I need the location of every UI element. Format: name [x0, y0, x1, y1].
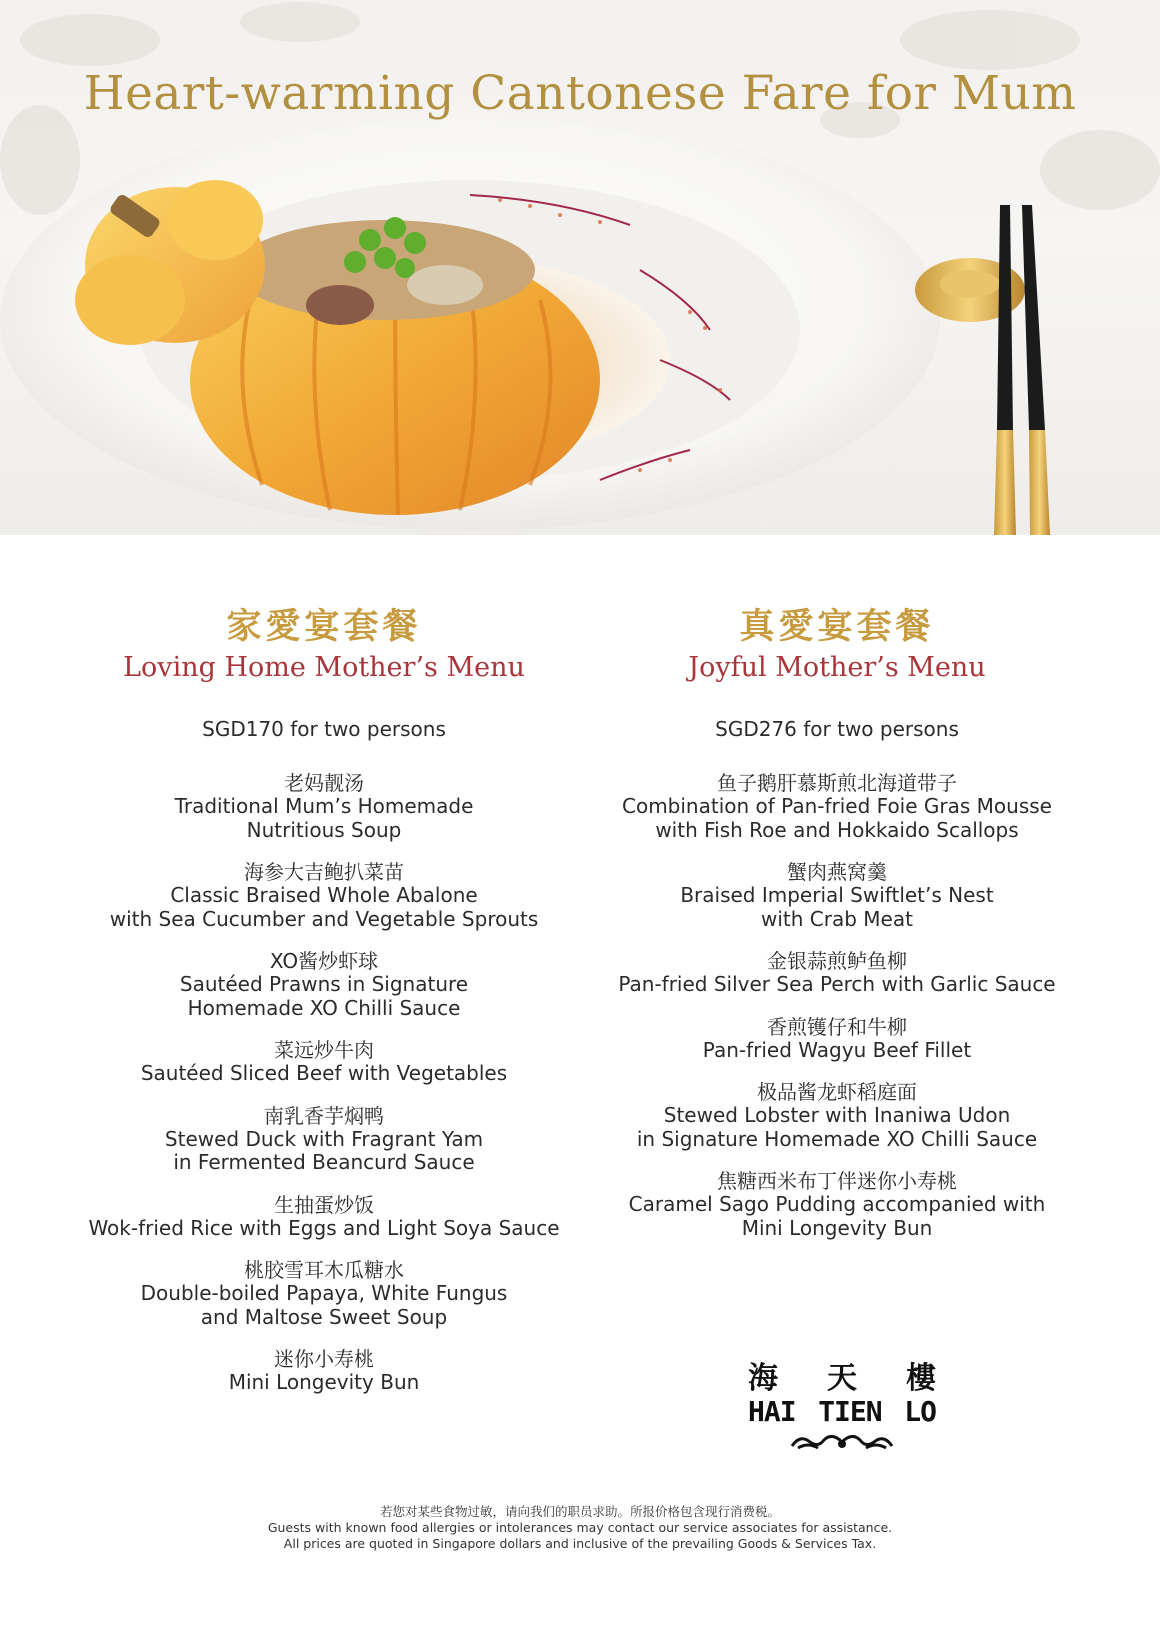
menu-item	[64, 861, 584, 931]
dish-english-name: Stewed Lobster with Inaniwa Udon in Signature Homemade XO Chilli Sauce	[636, 1103, 1038, 1151]
dish-english-name: Caramel Sago Pudding accompanied with Mini Longevity Bun	[628, 1192, 1046, 1240]
footer-line-prices: All prices are quoted in Singapore dollars and inclusive of the prevailing Goods & Services Tax.	[283, 1536, 877, 1551]
menu-item	[64, 772, 584, 842]
menu-price: SGD170 for two persons	[202, 717, 446, 741]
menu-joyful	[577, 606, 1097, 1259]
dish-chinese-name: 鱼子鹅肝慕斯煎北海道带子	[717, 771, 957, 795]
menu-item	[577, 1170, 1097, 1240]
dish-english-name: Wok-fried Rice with Eggs and Light Soya Sauce	[88, 1215, 560, 1240]
logo-char: 海	[748, 1361, 778, 1396]
dish-english-name: Stewed Duck with Fragrant Yam in Fermented Beancurd Sauce	[164, 1126, 484, 1174]
dish-chinese-name: 蟹肉燕窝羹	[787, 860, 887, 884]
logo-word: LO	[904, 1395, 936, 1428]
menu-item	[64, 1348, 584, 1395]
menu-item	[64, 1259, 584, 1329]
menu-loving-home	[64, 606, 584, 1414]
menu-item	[577, 1081, 1097, 1151]
dish-chinese-name: 海参大吉鲍扒菜苗	[244, 860, 404, 884]
dish-chinese-name: 菜远炒牛肉	[274, 1038, 374, 1062]
menu-item	[577, 861, 1097, 931]
dish-chinese-name: 桃胶雪耳木瓜糖水	[244, 1258, 404, 1282]
footer-line-allergy: Guests with known food allergies or intolerances may contact our service associates for assistance.	[267, 1520, 893, 1535]
dish-chinese-name: 迷你小寿桃	[274, 1347, 374, 1371]
menu-item-list	[64, 772, 584, 1395]
dish-chinese-name: 焦糖西米布丁伴迷你小寿桃	[717, 1169, 957, 1193]
footer-line-chinese: 若您对某些食物过敏，请向我们的职员求助。所报价格包含现行消费税。	[379, 1504, 780, 1519]
menu-price: SGD276 for two persons	[715, 717, 959, 741]
footer-disclaimer	[0, 1504, 1160, 1552]
menu-title: Joyful Mother’s Menu	[688, 652, 986, 683]
menu-item	[64, 1039, 584, 1086]
dish-chinese-name: 生抽蛋炒饭	[274, 1192, 374, 1217]
menu-item	[64, 1105, 584, 1175]
menu-item	[577, 950, 1097, 997]
dish-english-name: Pan-fried Silver Sea Perch with Garlic Sauce	[618, 972, 1056, 996]
dish-chinese-name: 香煎镬仔和牛柳	[767, 1014, 907, 1039]
logo-char: 天	[827, 1361, 857, 1396]
logo-word: TIEN	[818, 1395, 882, 1428]
menu-item	[64, 950, 584, 1020]
logo-english	[748, 1396, 936, 1428]
page-title: Heart-warming Cantonese Fare for Mum	[83, 66, 1077, 121]
dish-chinese-name: 老妈靓汤	[284, 771, 364, 795]
dish-english-name: Traditional Mum’s Homemade Nutritious Soup	[174, 794, 474, 842]
dish-english-name: Sautéed Prawns in Signature Homemade XO Chilli Sauce	[179, 972, 469, 1020]
menu-chinese-title: 家愛宴套餐	[226, 606, 422, 647]
dish-english-name: Braised Imperial Swiftlet’s Nest with Crab Meat	[680, 883, 994, 931]
menu-item	[577, 772, 1097, 842]
menu-item	[577, 1016, 1097, 1063]
wave-ornament-icon	[748, 1430, 936, 1452]
menu-item	[64, 1194, 584, 1241]
menu-chinese-title: 真愛宴套餐	[739, 606, 935, 647]
dish-chinese-name: XO酱炒虾球	[269, 949, 379, 973]
menu-item-list	[577, 772, 1097, 1240]
dish-english-name: Double-boiled Papaya, White Fungus and Maltose Sweet Soup	[140, 1281, 508, 1329]
dish-english-name: Mini Longevity Bun	[228, 1370, 420, 1394]
dish-chinese-name: 极品酱龙虾稻庭面	[757, 1080, 917, 1104]
dish-english-name: Pan-fried Wagyu Beef Fillet	[702, 1037, 972, 1062]
menu-title: Loving Home Mother’s Menu	[123, 652, 525, 683]
dish-english-name: Combination of Pan-fried Foie Gras Mousse with Fish Roe and Hokkaido Scallops	[622, 794, 1052, 842]
logo-word: HAI	[748, 1395, 796, 1428]
dish-chinese-name: 南乳香芋焖鸭	[264, 1103, 384, 1128]
logo-chinese	[748, 1362, 936, 1396]
hero-photo	[0, 0, 1160, 535]
dish-english-name: Sautéed Sliced Beef with Vegetables	[140, 1061, 508, 1085]
hai-tien-lo-logo	[748, 1362, 936, 1448]
dish-english-name: Classic Braised Whole Abalone with Sea Cucumber and Vegetable Sprouts	[109, 883, 539, 931]
logo-char: 樓	[906, 1361, 936, 1396]
dish-chinese-name: 金银蒜煎鲈鱼柳	[767, 949, 907, 973]
